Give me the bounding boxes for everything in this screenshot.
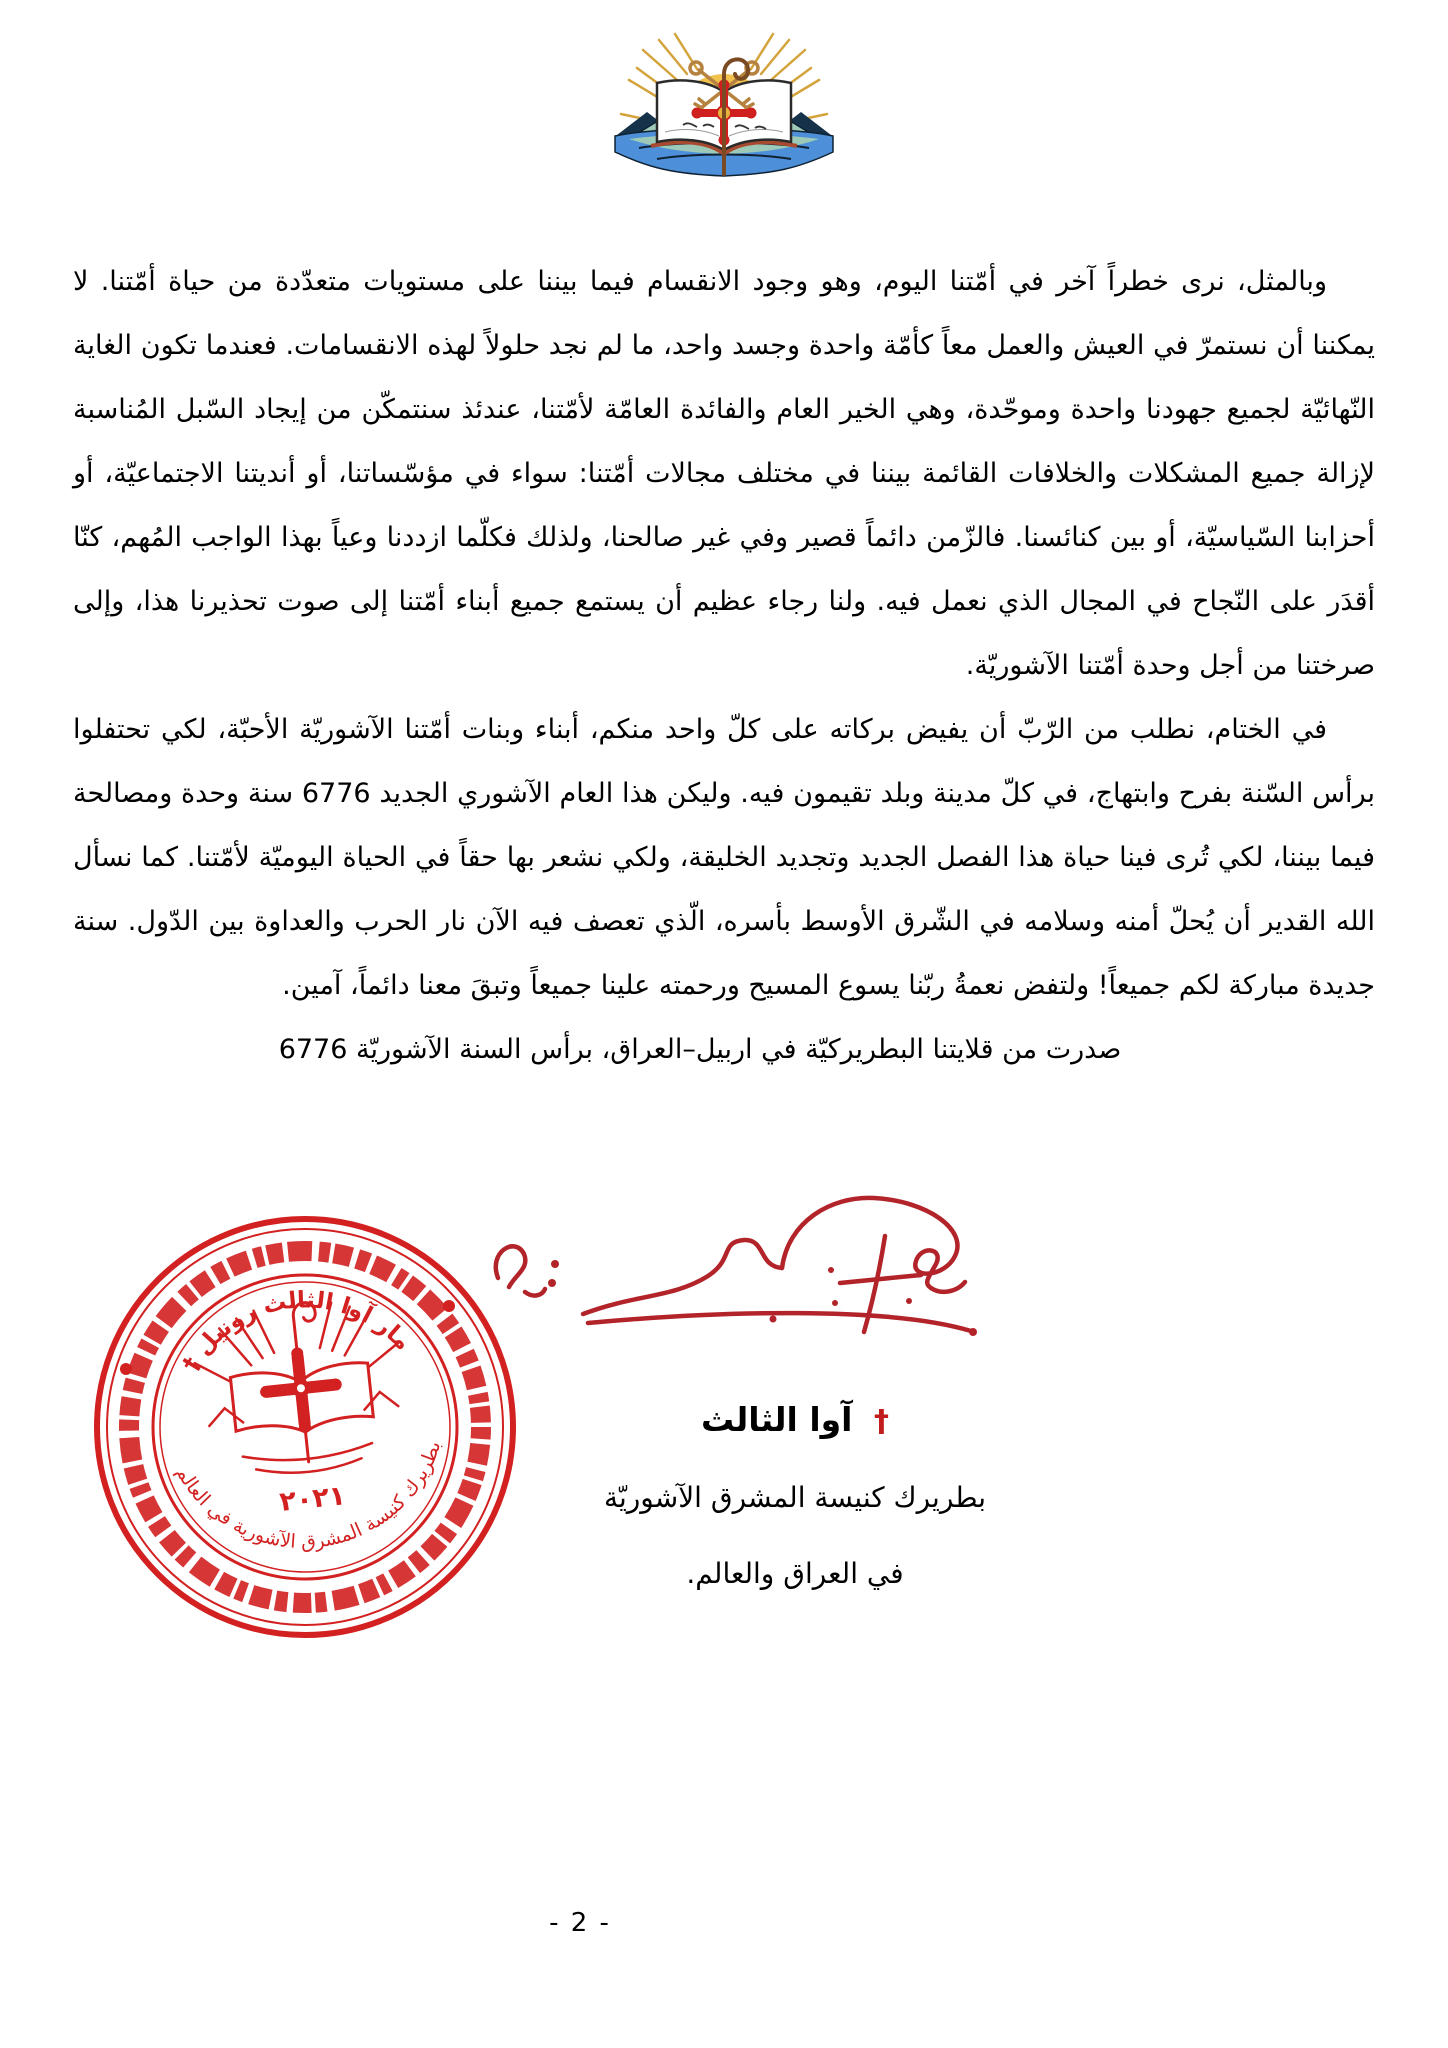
seal-separator-dot: [443, 1300, 455, 1312]
dateline: صدرت من قلايتنا البطريركيّة في اربيل–العراق، برأس السنة الآشوريّة 6776: [278, 1034, 1122, 1065]
seal-bottom-arc-text: بطريرك كنيسة المشرق الآشورية في العالم: [171, 1438, 446, 1554]
patriarchal-seal: [90, 1212, 520, 1642]
patriarch-name: آوا الثالث: [700, 1400, 853, 1439]
patriarch-title-line2: في العراق والعالم.: [686, 1557, 904, 1590]
paragraph-1: وبالمثل، نرى خطراً آخر في أمّتنا اليوم، وهو وجود الانقسام فيما بيننا على مستويات متعدّدة من حياة أمّتنا. لا يمكننا أن نستمرّ في العيش والعمل معاً كأمّة واحدة وجسد واحد، ما لم نجد حلولاً لهذه الانقسامات. فعندما تكون الغاية النّهائيّة لجميع جهودنا واحدة وموحّدة، وهي الخير العام والفائدة العامّة لأمّتنا، عندئذ سنتمكّن من إيجاد السّبل المُناسبة لإزالة جميع المشكلات والخلافات القائمة بيننا في مختلف مجالات أمّتنا: سواء في مؤسّساتنا، أو أنديتنا الاجتماعيّة، أو أحزابنا السّياسيّة، أو بين كنائسنا. فالزّمن دائماً قصير وفي غير صالحنا، ولذلك فكلّما ازددنا وعياً بهذا الواجب المُهم، كنّا أقدَر على النّجاح في المجال الذي نعمل فيه. ولنا رجاء عظيم أن يستمع جميع أبناء أمّتنا إلى صوت تحذيرنا هذا، وإلى صرختنا من أجل وحدة أمّتنا الآشوريّة.: [73, 266, 1375, 681]
letter-body: [73, 250, 1375, 1082]
patriarch-title-line1: بطريرك كنيسة المشرق الآشوريّة: [603, 1481, 987, 1514]
church-emblem-logo: [599, 28, 849, 188]
seal-year: ٢٠٢١: [278, 1480, 347, 1518]
signature-block: [545, 1382, 1045, 1612]
page-number: - 2 -: [549, 1908, 611, 1938]
seal-separator-dot: [120, 1363, 132, 1375]
cross-icon: †: [874, 1404, 889, 1439]
seal-top-arc-text: † مار آوا الثالث رونيل: [177, 1287, 416, 1377]
patriarch-signature: [468, 1182, 988, 1357]
paragraph-2: في الختام، نطلب من الرّبّ أن يفيض بركاته على كلّ واحد منكم، أبناء وبنات أمّتنا الآشوريّة الأحبّة، لكي تحتفلوا برأس السّنة بفرح وابتهاج، في كلّ مدينة وبلد تقيمون فيه. وليكن هذا العام الآشوري الجديد 6776 سنة وحدة ومصالحة فيما بيننا، لكي تُرى فينا حياة هذا الفصل الجديد وتجديد الخليقة، ولكي نشعر بها حقاً في الحياة اليوميّة لأمّتنا. كما نسأل الله القدير أن يُحلّ أمنه وسلامه في الشّرق الأوسط بأسره، الّذي تعصف فيه الآن نار الحرب والعداوة بين الدّول. سنة جديدة مباركة لكم جميعاً! ولتفض نعمةُ ربّنا يسوع المسيح ورحمته علينا جميعاً وتبقَ معنا دائماً، آمين.: [73, 714, 1375, 1001]
signature-name-line: [545, 1382, 1045, 1460]
